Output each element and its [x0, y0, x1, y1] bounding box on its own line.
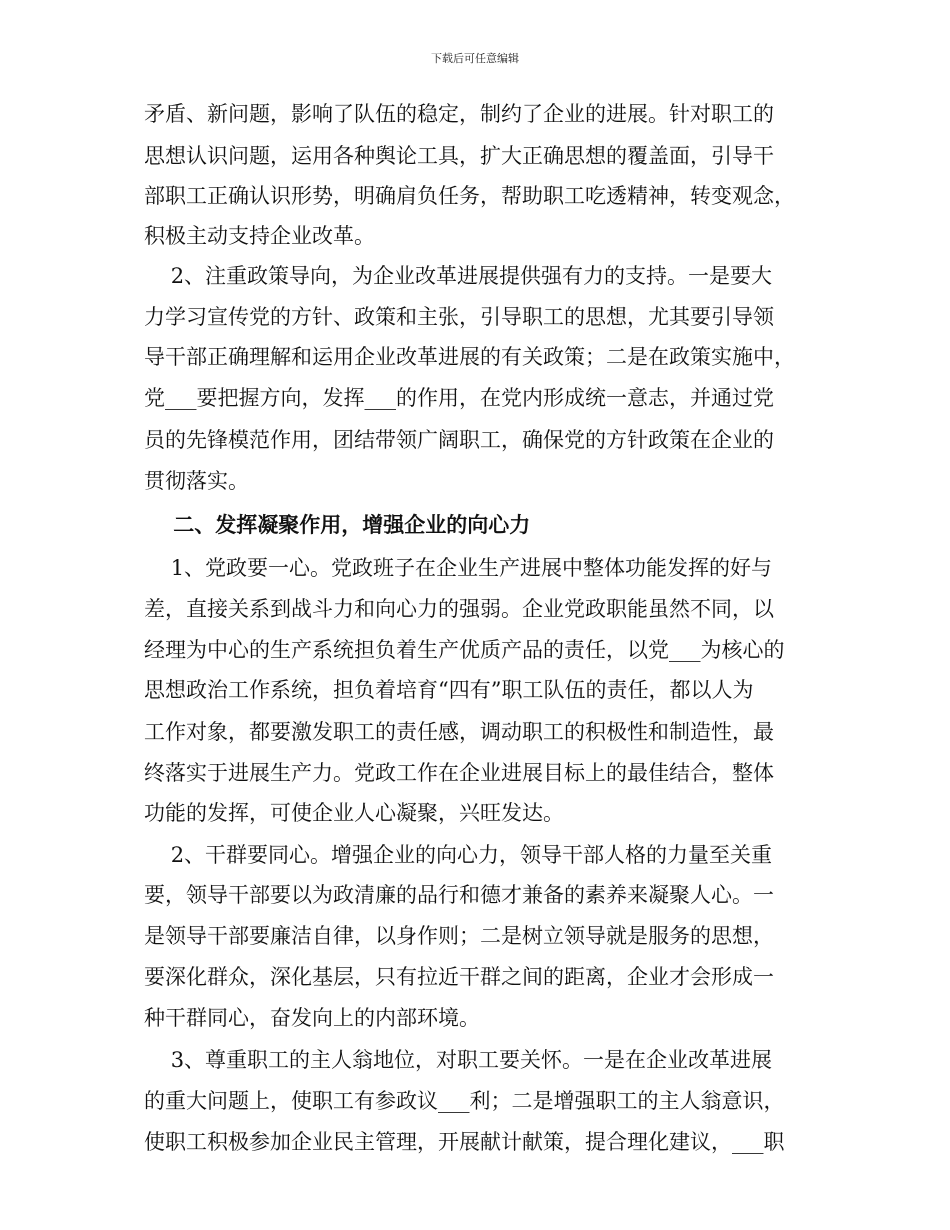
text-line: 矛盾、新问题，影响了队伍的稳定，制约了企业的进展。针对职工的 — [144, 102, 774, 126]
text-line: 员的先锋模范作用，团结带领广阔职工，确保党的方针政策在企业的 — [144, 428, 774, 452]
text-line: 功能的发挥，可使企业人心凝聚，兴旺发达。 — [144, 801, 564, 825]
text-line: 2、干群要同心。增强企业的向心力，领导干部人格的力量至关重 — [144, 843, 773, 867]
text-line: 部职工正确认识形势，明确肩负任务，帮助职工吃透精神，转变观念， — [144, 184, 795, 208]
text-line: 要深化群众，深化基层，只有拉近干群之间的距离，企业才会形成一 — [144, 965, 774, 989]
text-line: 2、注重政策导向，为企业改革进展提供强有力的支持。一是要大 — [144, 264, 773, 288]
text-line: 的重大问题上，使职工有参政议___利；二是增强职工的主人翁意识， — [144, 1089, 785, 1113]
text-line: 党___要把握方向，发挥___的作用，在党内形成统一意志，并通过党 — [144, 386, 774, 410]
section-heading: 二、发挥凝聚作用，增强企业的向心力 — [144, 512, 531, 537]
text-line: 力学习宣传党的方针、政策和主张，引导职工的思想，尤其要引导领 — [144, 305, 774, 329]
text-line: 3、尊重职工的主人翁地位，对职工要关怀。一是在企业改革进展 — [144, 1048, 773, 1072]
text-line: 种干群同心，奋发向上的内部环境。 — [144, 1006, 480, 1030]
text-line: 是领导干部要廉洁自律，以身作则；二是树立领导就是服务的思想， — [144, 924, 774, 948]
text-line: 要，领导干部要以为政清廉的品行和德才兼备的素养来凝聚人心。一 — [144, 883, 774, 907]
text-line: 差，直接关系到战斗力和向心力的强弱。企业党政职能虽然不同，以 — [144, 597, 774, 621]
text-line: 积极主动支持企业改革。 — [144, 224, 375, 248]
text-line: 使职工积极参加企业民主管理，开展献计献策，提合理化建议，___职 — [144, 1130, 785, 1154]
text-line: 思想认识问题，运用各种舆论工具，扩大正确思想的覆盖面，引导干 — [144, 144, 774, 168]
text-line: 导干部正确理解和运用企业改革进展的有关政策；二是在政策实施中， — [144, 345, 795, 369]
text-line: 贯彻落实。 — [144, 469, 249, 493]
text-line: 1、党政要一心。党政班子在企业生产进展中整体功能发挥的好与 — [144, 556, 773, 580]
text-line: 工作对象，都要激发职工的责任感，调动职工的积极性和制造性，最 — [144, 720, 774, 744]
text-line: 终落实于进展生产力。党政工作在企业进展目标上的最佳结合，整体 — [144, 761, 774, 785]
text-line: 经理为中心的生产系统担负着生产优质产品的责任，以党___为核心的 — [144, 638, 785, 662]
text-line: 思想政治工作系统，担负着培育“四有”职工队伍的责任，都以人为 — [144, 678, 754, 702]
page-header: 下载后可任意编辑 — [431, 52, 519, 65]
